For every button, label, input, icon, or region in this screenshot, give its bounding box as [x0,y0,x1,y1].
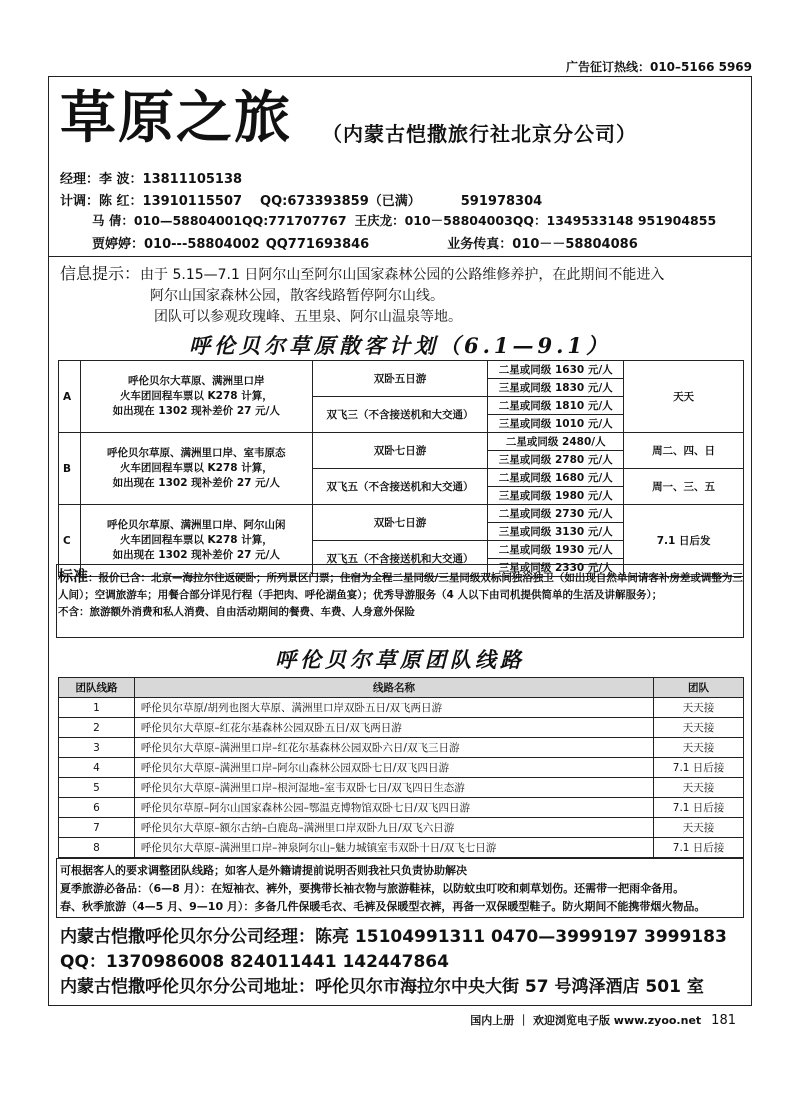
contact-row-ma [92,211,716,229]
table-row: 7 呼伦贝尔大草原–额尔古纳–白鹿岛–满洲里口岸双卧九日/双飞六日游 天天接 [59,818,744,838]
plan-price: 二星或同级 1930 元/人 [488,541,624,559]
plan-schedule: 周二、四、日 [624,433,744,469]
notice-label: 信息提示： [60,264,141,283]
plan-price: 三星或同级 1830 元/人 [488,379,624,397]
branch-manager: 内蒙古恺撒呼伦贝尔分公司经理：陈亮 15104991311 0470—3999197 3999183 [60,927,727,947]
plan-code: C [59,505,81,577]
note-line: 可根据客人的要求调整团队线路；如客人是外籍请提前说明否则我社只负责协助解决 [60,864,467,877]
plan-table [58,360,744,577]
plan-price: 三星或同级 1980 元/人 [488,487,624,505]
contact-row-manager [60,168,242,187]
contact-phone: 010—58804001 [133,213,243,228]
contact-phone: 13811105138 [142,172,243,187]
plan-schedule: 7.1 日后发 [624,505,744,577]
standards-excluded: 不含：旅游额外消费和私人消费、自由活动期间的餐费、车费、人身意外保险 [58,606,415,618]
column-header: 团队 [654,678,744,698]
contact-qq: QQ:771707767 [242,213,347,228]
column-header: 团队线路 [59,678,135,698]
plan-option: 双卧七日游 [312,505,488,541]
plan-schedule: 周一、三、五 [624,469,744,505]
contact-row-planner [60,190,542,209]
fax-number: 010－－58804086 [512,237,638,252]
notice-line: 团队可以参观玫瑰峰、五里泉、阿尔山温泉等地。 [154,309,462,325]
table-row: 1 呼伦贝尔草原/胡列也图大草原、满洲里口岸双卧五日/双飞两日游 天天接 [59,698,744,718]
standards-label: 标准 [58,567,89,585]
contact-role: 计调： [60,194,100,209]
contact-name: 王庆龙： [354,213,405,228]
brand-title: 草原之旅 [60,85,292,151]
notes-border [56,858,744,918]
plan-option: 双飞五（不含接送机和大交通） [312,469,488,505]
plan-price: 三星或同级 2780 元/人 [488,451,624,469]
plan-description: 呼伦贝尔大草原、满洲里口岸 火车团回程车票以 K278 计算， 如出现在 1302 现补差价 27 元/人 [80,361,312,433]
table-row: 8 呼伦贝尔大草原–满洲里口岸–神泉阿尔山–魅力城镇室韦双卧十日/双飞七日游 7.1 日后接 [59,838,744,858]
notice-line: 由于 5.15—7.1 日阿尔山至阿尔山国家森林公园的公路维修养护，在此期间不能进入 [140,267,665,283]
table-row: 2 呼伦贝尔大草原–红花尔基森林公园双卧五日/双飞两日游 天天接 [59,718,744,738]
notice-line: 阿尔山国家森林公园，散客线路暂停阿尔山线。 [150,288,444,304]
page-footer [470,1012,736,1028]
plan-code: B [59,433,81,505]
plan-description: 呼伦贝尔草原、满洲里口岸、阿尔山闲 火车团回程车票以 K278 计算， 如出现在 1302 现补差价 27 元/人 [80,505,312,577]
contact-qq: QQ771693846 [265,237,370,252]
plan-option: 双飞三（不含接送机和大交通） [312,397,488,433]
contact-name: 陈 红： [99,194,143,209]
plan-option: 双卧七日游 [312,433,488,469]
footer-text: 国内上册 ｜ 欢迎浏览电子版 www.zyoo.net [470,1014,702,1027]
branch-qq: QQ：1370986008 824011441 142447864 [60,952,449,972]
contact-qq: QQ:673393859（已满） [260,194,421,209]
contact-phone: 010－58804003 [404,213,513,228]
branch-address: 内蒙古恺撒呼伦贝尔分公司地址：呼伦贝尔市海拉尔中央大街 57 号鸿泽酒店 501 室 [60,977,704,997]
plan-schedule: 天天 [624,361,744,433]
plan-price: 二星或同级 2730 元/人 [488,505,624,523]
fax-label: 业务传真： [447,237,513,252]
note-line: 春、秋季旅游（4—5 月、9—10 月）：多备几件保暖毛衣、毛裤及保暖型衣裤，再备一双保暖型鞋子。防火期间不能携带烟火物品。 [60,900,706,913]
standards-included: ：报价已含：北京—海拉尔往返硬卧；所列景区门票；住宿为全程二星同级/三星同级双标间独浴独卫（如出现自然单间请客补房差或调整为三人间）；空调旅游车；用餐合部分详见行程（手把肉、呼伦湖鱼宴）；优秀导游服务（4 人以下由司机提供简单的生活及讲解服务）； [58,572,743,601]
plan-price: 二星或同级 2480/人 [488,433,624,451]
contact-phone: 13910115507 [142,194,243,209]
plan-price: 三星或同级 1010 元/人 [488,415,624,433]
team-title: 呼伦贝尔草原团队线路 [275,647,525,672]
plan-price: 二星或同级 1630 元/人 [488,361,624,379]
plan-price: 三星或同级 3130 元/人 [488,523,624,541]
contact-row-jia [92,233,638,252]
contact-name: 马 倩： [92,213,134,228]
note-line: 夏季旅游必备品：（6—8 月）：在短袖衣、裤外，要携带长袖衣物与旅游鞋袜，以防蚊虫叮咬和刺草划伤。还需带一把雨伞备用。 [60,882,685,895]
table-row: 6 呼伦贝尔草原–阿尔山国家森林公园–鄂温克博物馆双卧七日/双飞四日游 7.1 日后接 [59,798,744,818]
table-row: 3 呼伦贝尔大草原–满洲里口岸–红花尔基森林公园双卧六日/双飞三日游 天天接 [59,738,744,758]
plan-price: 二星或同级 1810 元/人 [488,397,624,415]
contact-phone: 010---58804002 [144,237,260,252]
contact-name: 李 波： [99,172,143,187]
team-route-table [58,677,744,858]
contact-extra: 591978304 [460,194,543,209]
contact-qq: QQ：1349533148 951904855 [512,213,717,228]
page-number: 181 [711,1013,736,1028]
divider [48,256,752,257]
contact-role: 经理： [60,172,100,187]
table-row: 4 呼伦贝尔大草原–满洲里口岸–阿尔山森林公园双卧七日/双飞四日游 7.1 日后接 [59,758,744,778]
standards-border [56,564,744,638]
plan-option: 双飞五（不含接送机和大交通） [312,541,488,577]
plan-title: 呼伦贝尔草原散客计划（6.1—9.1） [188,333,612,358]
table-row: 5 呼伦贝尔大草原–满洲里口岸–根河湿地–室韦双卧七日/双飞四日生态游 天天接 [59,778,744,798]
notice-block [60,263,740,328]
plan-price: 二星或同级 1680 元/人 [488,469,624,487]
plan-description: 呼伦贝尔草原、满洲里口岸、室韦原态 火车团回程车票以 K278 计算， 如出现在 1302 现补差价 27 元/人 [80,433,312,505]
column-header: 线路名称 [134,678,653,698]
brand-subtitle: （内蒙古恺撒旅行社北京分公司） [322,122,637,146]
contact-name: 贾婷婷： [92,237,145,252]
ad-hotline: 广告征订热线：010–5166 5969 [565,60,752,74]
plan-price: 三星或同级 2330 元/人 [488,559,624,577]
plan-option: 双卧五日游 [312,361,488,397]
plan-code: A [59,361,81,433]
